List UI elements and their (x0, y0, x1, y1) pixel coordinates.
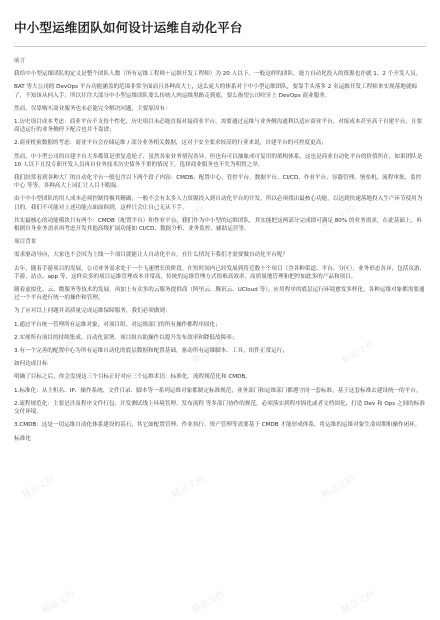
section-heading-background: 项目背景 (14, 239, 37, 246)
paragraph: 去年，随着手游项目的发展，公司业务需求处于一个飞速增长的阶段，在短时间内已经发展到将近数十个项目（含各种渠道、平台、分区），业务形态各异，包括页游、手游、站点、app 等，这样众多的项目运维管理成本非常高，传统的运维管理方式很难高效率、高质量地管理和把控如此多的产品和项目。 (14, 265, 426, 280)
watermark: 精品文档 (190, 589, 227, 617)
watermark: 精品文档 (340, 589, 377, 617)
watermark: 精品文档 (40, 339, 77, 367)
paragraph: 然而，仅靠购买商业服务也未必能完全解决问题，主要原因有： (14, 105, 171, 112)
paragraph: BAT 等大公司的 DevOps 平台功能涵盖的范围非常全面而且各种高大上，这么庞大的体系对于中小型运维团队，要靠手头落多 2 名运维开发工程师来实现落地就痴了，不知该从何入手。所以往往大部分中小型运维团队要么传统人肉运维黑路走到底，要么指望公司咬牙上 DevOps 商业服务。 (14, 84, 418, 99)
paragraph: 我给中小型运维团队的定义是整个团队人数（所有运维工程师＋运维开发工程师）为 20 人以下，一般这样的团队，能力自动化投入的资源也许就 1、2 个开发人员。 (14, 71, 422, 78)
watermark: 精品文档 (340, 339, 377, 367)
paragraph: 然而，中小型公司的自建平台大多都算是重复造轮子，虽然各家业务情况各异，但也有可以抽象成可复用的架构体系，这也是商业自动化平台的价值所在。如果团队是 10 人以下且没专职开发人员再自业务技术历史债务不重的情况下，选择商业服务也不失为明智之举。 (14, 153, 423, 168)
list-item: 1.标准化：从主机名、IP、操作系统、文件目录、脚本等一系列运维对象都制定标准规范，业务部门和运维部门都遵守同一套标准，基于这套标准去建设统一的平台。 (14, 387, 422, 394)
watermark: 精品文档 (190, 339, 227, 367)
list-item: 1.历史项目成本考虑：商业平台不支持个性化，历史项目未必能直接对接商业平台，需要通过运维与业务侧沟通利以适应商业平台，对接成本甚至高于自建平台，且要商适运行的业务侧停下配合也并不靠谱； (14, 119, 423, 134)
list-item: 2.商业机密数据的考虑：商业平台会存储运维 / 部分业务相关数据，这对于安全要求较高的行业来说，自建平台的可控度更高； (14, 140, 327, 147)
watermark: 精品文档 (40, 69, 77, 97)
watermark: 精品文档 (320, 204, 357, 232)
list-item: 3.有一个完善的配置中心为所有运维自动化的底层数据和配置基础，驱动所有运维脚本、工具、组件正常运行； (14, 348, 288, 355)
page-title: 中小型运维团队如何设计运维自动化平台 (14, 20, 243, 35)
watermark: 精品文档 (170, 474, 207, 502)
paragraph: 需求驱动导向，大家也不会因为上线一个项目就能让人自动化平台，在什么情况下我们才需要做自动化平台呢？ (14, 252, 289, 259)
watermark: 精品文档 (40, 589, 77, 617)
paragraph: 由于中小型团队的用人成本必须控制得极其精确，一般不会有太多人力资源投入到自动化平台的开发，所以必须找出最核心功能，以达到快速落地投入生产环节使用为目的。我们不可能对上述功能点面面俱到，这样只会让自己无从下手。 (14, 196, 423, 211)
list-item: 1.通过平台统一管理所有运维对象，对项目组、对运维部门的所有操作都程序固化； (14, 321, 221, 328)
watermark: 精品文档 (340, 69, 377, 97)
list-item: 2.实现所有项目的持续集成、自动化部署、项目组自助操作以提升发布效率和降低故障率； (14, 334, 238, 341)
list-item: 3.CMDB：这是一切运维自动化体系建设的基石，其它如配置管理、作业执行、资产管理等需要基于 CMDB 才能形成体系，将运维的运维对象生命周期和操作闭环。 (14, 422, 421, 429)
paragraph: 明确了目标之后，你会发现这三个目标正好对应三个运维术语：标准化、流程规范化和 CMDB。 (14, 374, 251, 381)
list-item: 2.流程规范化：主要是涉及程序文件打包、开发测试线上环境管理、发布流程 等多部门协作的规范，必须落实到程序固化或者文档固化，打造 Dev 和 Ops 之间的标准交付环境。 (14, 400, 425, 416)
section-heading-preface: 前言 (14, 58, 26, 64)
paragraph: 我们经常看到各种大厂的自动化平台一般包含以下两个段子内容：CMDB、配置中心、管控平台、数据平台、CI/CD、作业平台、容器管理、堡垒机、流程审批、监控中心 等等，各种高大上词汇让人目不暇接。 (14, 175, 422, 190)
watermark: 精品文档 (170, 204, 207, 232)
watermark: 精品文档 (190, 69, 227, 97)
section-heading-standardization: 标准化 (14, 435, 31, 442)
paragraph: 其实最核心的功能模块只有两个：CMDB（配置平台）和作业平台。我们作为中小型的运维团队，其实能把这两部分完成即可满足 80% 的业务需求，在此基础上，再根据自身业务需求再考虑开发其他高级扩展功能如 CI/CD、数据分析、业务监控、辅助运营等。 (14, 217, 422, 233)
paragraph: 为了应对以上问题并高质量完成运维保障服务，我们必须做到： (14, 308, 171, 315)
watermark: 精品文档 (20, 204, 57, 232)
paragraph: 随着虚拟化、云、微服务等技术的发展，再加上有众多的云服务提供商（阿里云、腾讯云、UCloud 等），应用程序的底层运行环境愈发多样化，各种运维对象都需要通过一个平台进行统一的操作和管理。 (14, 287, 425, 302)
watermark: 精品文档 (20, 474, 57, 502)
article-body (0, 47, 440, 443)
section-heading-how: 如何达成目标 (14, 361, 48, 368)
watermark: 精品文档 (320, 474, 357, 502)
